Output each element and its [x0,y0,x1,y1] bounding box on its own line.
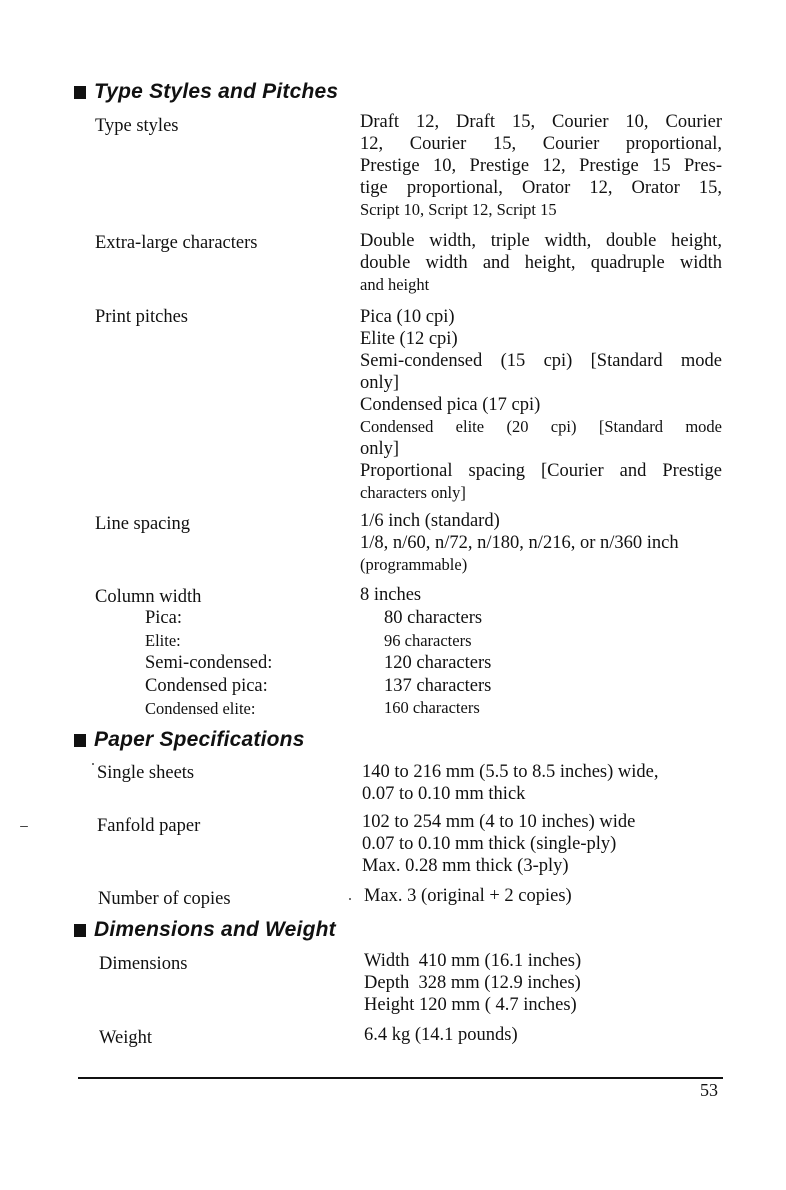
section-title: Type Styles and Pitches [94,80,339,103]
section-title: Dimensions and Weight [94,918,336,941]
column-row-label: Condensed elite: [145,699,256,718]
section-heading-paper [74,728,305,752]
column-row-label: Pica: [145,608,182,628]
square-bullet-icon [74,924,86,937]
copies-value: Max. 3 (original + 2 copies) [364,886,572,906]
speck-mark [349,898,351,900]
column-row-label: Condensed pica: [145,676,268,696]
page-number: 53 [700,1080,718,1100]
single-sheets-value: 140 to 216 mm (5.5 to 8.5 inches) wide, 0.07 to 0.10 mm thick [362,762,659,804]
type-styles-value: Draft 12, Draft 15, Courier 10, Courier 12, Courier 15, Courier proportional, Prestige 10, Prestige 12, Prestige 15 Pres- tige proportional, Orator 12, Orator 15, Script 10, Script 12, Script 15 [360,112,722,219]
weight-label: Weight [99,1028,152,1048]
extra-large-value: Double width, triple width, double height, double width and height, quadruple width and height [360,231,722,294]
margin-mark [20,826,28,827]
column-row-label: Elite: [145,631,181,650]
weight-value: 6.4 kg (14.1 pounds) [364,1025,518,1045]
column-row-value: 96 characters [384,631,472,650]
square-bullet-icon [74,734,86,747]
copies-label: Number of copies [98,889,231,909]
type-styles-label: Type styles [95,116,179,136]
column-row-value: 137 characters [384,676,492,696]
speck-mark [92,763,94,765]
footer-rule [78,1077,723,1079]
print-pitches-label: Print pitches [95,307,189,327]
dimensions-value: Width 410 mm (16.1 inches) Depth 328 mm (12.9 inches) Height 120 mm ( 4.7 inches) [364,951,582,1015]
fanfold-value: 102 to 254 mm (4 to 10 inches) wide 0.07 to 0.10 mm thick (single-ply) Max. 0.28 mm thick (3-ply) [362,812,636,876]
column-row-value: 160 characters [384,698,480,717]
square-bullet-icon [74,86,86,99]
column-row-value: 120 characters [384,653,492,673]
print-pitches-value: Pica (10 cpi) Elite (12 cpi) Semi-condensed (15 cpi) [Standard mode only] Condensed pica (17 cpi) Condensed elite (20 cpi) [Standard mode only] Proportional spacing [Courier and Prestige characters only] [360,307,722,502]
section-title: Paper Specifications [94,728,305,751]
line-spacing-value: 1/6 inch (standard) 1/8, n/60, n/72, n/180, n/216, or n/360 inch (programmable) [360,511,679,574]
section-heading-dimensions [74,918,336,942]
column-width-label: Column width [95,587,202,607]
dimensions-label: Dimensions [99,954,188,974]
column-row-label: Semi-condensed: [145,653,273,673]
column-row-value: 80 characters [384,608,483,628]
fanfold-label: Fanfold paper [97,816,201,836]
extra-large-label: Extra-large characters [95,233,258,253]
single-sheets-label: Single sheets [97,763,195,783]
section-heading-type-styles [74,80,338,104]
line-spacing-label: Line spacing [95,514,191,534]
column-width-value: 8 inches [360,585,422,605]
